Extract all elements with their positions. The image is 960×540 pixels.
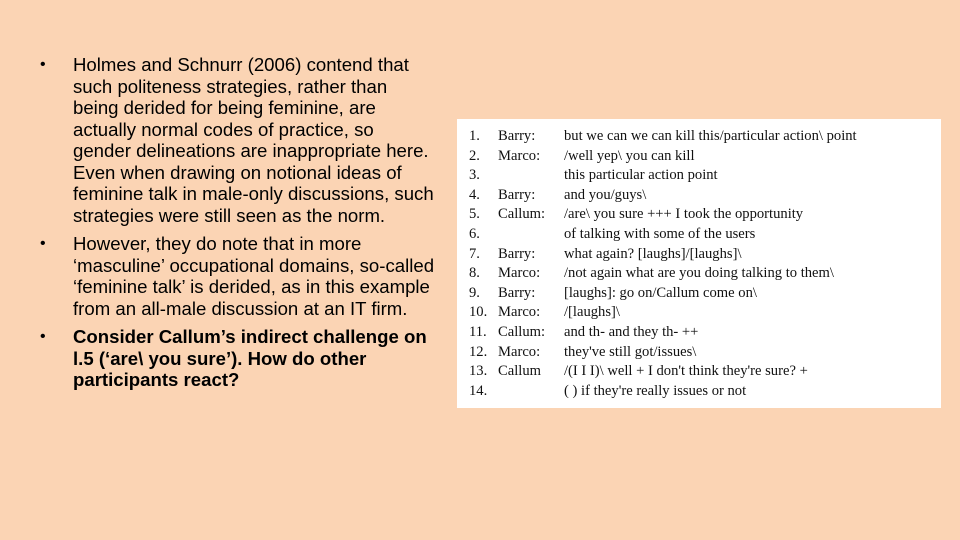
speaker: Barry: [498, 186, 536, 203]
transcript-line-12 [469, 343, 935, 363]
utterance: /(I I I)\ well + I don't think they're sure? + [564, 363, 808, 380]
transcript-line-8 [469, 264, 935, 284]
transcript-line-3 [469, 166, 935, 186]
bullet-dot: • [40, 328, 46, 345]
bullet-text: Holmes and Schnurr (2006) contend that such politeness strategies, rather than being derided for being feminine, are actually normal codes of practice, so gender delineations are inappropriate here. Even when drawing on notional ideas of feminine talk in male-only discussions, such strategies were still seen as the norm. [73, 54, 434, 226]
transcript-line-7 [469, 245, 935, 265]
transcript-line-11 [469, 323, 935, 343]
speaker: Barry: [498, 284, 536, 301]
line-number: 11. [469, 323, 487, 340]
speaker: Barry: [498, 245, 536, 262]
transcript-line-14 [469, 382, 935, 402]
line-number: 14. [469, 382, 488, 399]
bullet-dot: • [40, 56, 46, 73]
utterance: and th- and they th- ++ [564, 323, 699, 340]
speaker: Barry: [498, 128, 536, 144]
utterance: but we can we can kill this/particular action\ point [564, 128, 857, 144]
bullet-text: However, they do note that in more ‘masculine’ occupational domains, so-called ‘feminine talk’ is derided, as in this example from an all-male discussion at an IT firm. [73, 233, 435, 319]
line-number: 10. [469, 304, 488, 321]
transcript-line-6 [469, 225, 935, 245]
transcript-line-2 [469, 147, 935, 167]
speaker [496, 166, 564, 186]
utterance: /not again what are you doing talking to them\ [564, 265, 834, 282]
speaker: Marco: [498, 343, 541, 360]
line-number: 3. [469, 167, 480, 184]
utterance: of talking with some of the users [564, 225, 756, 242]
transcript-line-1 [469, 127, 935, 147]
transcript-line-9 [469, 284, 935, 304]
line-number: 9. [469, 284, 480, 301]
line-number: 2. [469, 147, 480, 164]
line-number: 6. [469, 225, 480, 242]
utterance: /are\ you sure +++ I took the opportunity [564, 206, 804, 223]
bullet-dot: • [40, 235, 46, 252]
utterance: ( ) if they're really issues or not [564, 382, 747, 399]
line-number: 12. [469, 343, 488, 360]
bullet-point-2 [40, 233, 435, 319]
utterance: what again? [laughs]/[laughs]\ [564, 245, 742, 262]
speaker [496, 382, 564, 402]
speaker: Marco: [498, 265, 541, 282]
utterance: [laughs]: go on/Callum come on\ [564, 284, 757, 301]
line-number: 1. [469, 128, 480, 144]
speaker [496, 225, 564, 245]
bullet-list [40, 54, 435, 398]
line-number: 7. [469, 245, 480, 262]
speaker: Callum: [498, 323, 546, 340]
bullet-text: Consider Callum’s indirect challenge on l.5 (‘are\ you sure’). How do other participants react? [73, 326, 427, 390]
line-number: 4. [469, 186, 480, 203]
utterance: /[laughs]\ [564, 304, 620, 321]
line-number: 8. [469, 265, 480, 282]
utterance: they've still got/issues\ [564, 343, 697, 360]
speaker: Callum: [498, 206, 546, 223]
transcript-line-5 [469, 205, 935, 225]
transcript-line-13 [469, 362, 935, 382]
line-number: 5. [469, 206, 480, 223]
speaker: Marco: [498, 304, 541, 321]
transcript-image [457, 119, 941, 408]
transcript-line-10 [469, 303, 935, 323]
speaker: Marco: [498, 147, 541, 164]
bullet-point-1 [40, 54, 435, 226]
utterance: and you/guys\ [564, 186, 647, 203]
utterance: this particular action point [564, 167, 718, 184]
utterance: /well yep\ you can kill [564, 147, 695, 164]
line-number: 13. [469, 363, 488, 380]
bullet-point-3 [40, 326, 435, 391]
transcript-line-4 [469, 186, 935, 206]
speaker: Callum [498, 363, 541, 380]
